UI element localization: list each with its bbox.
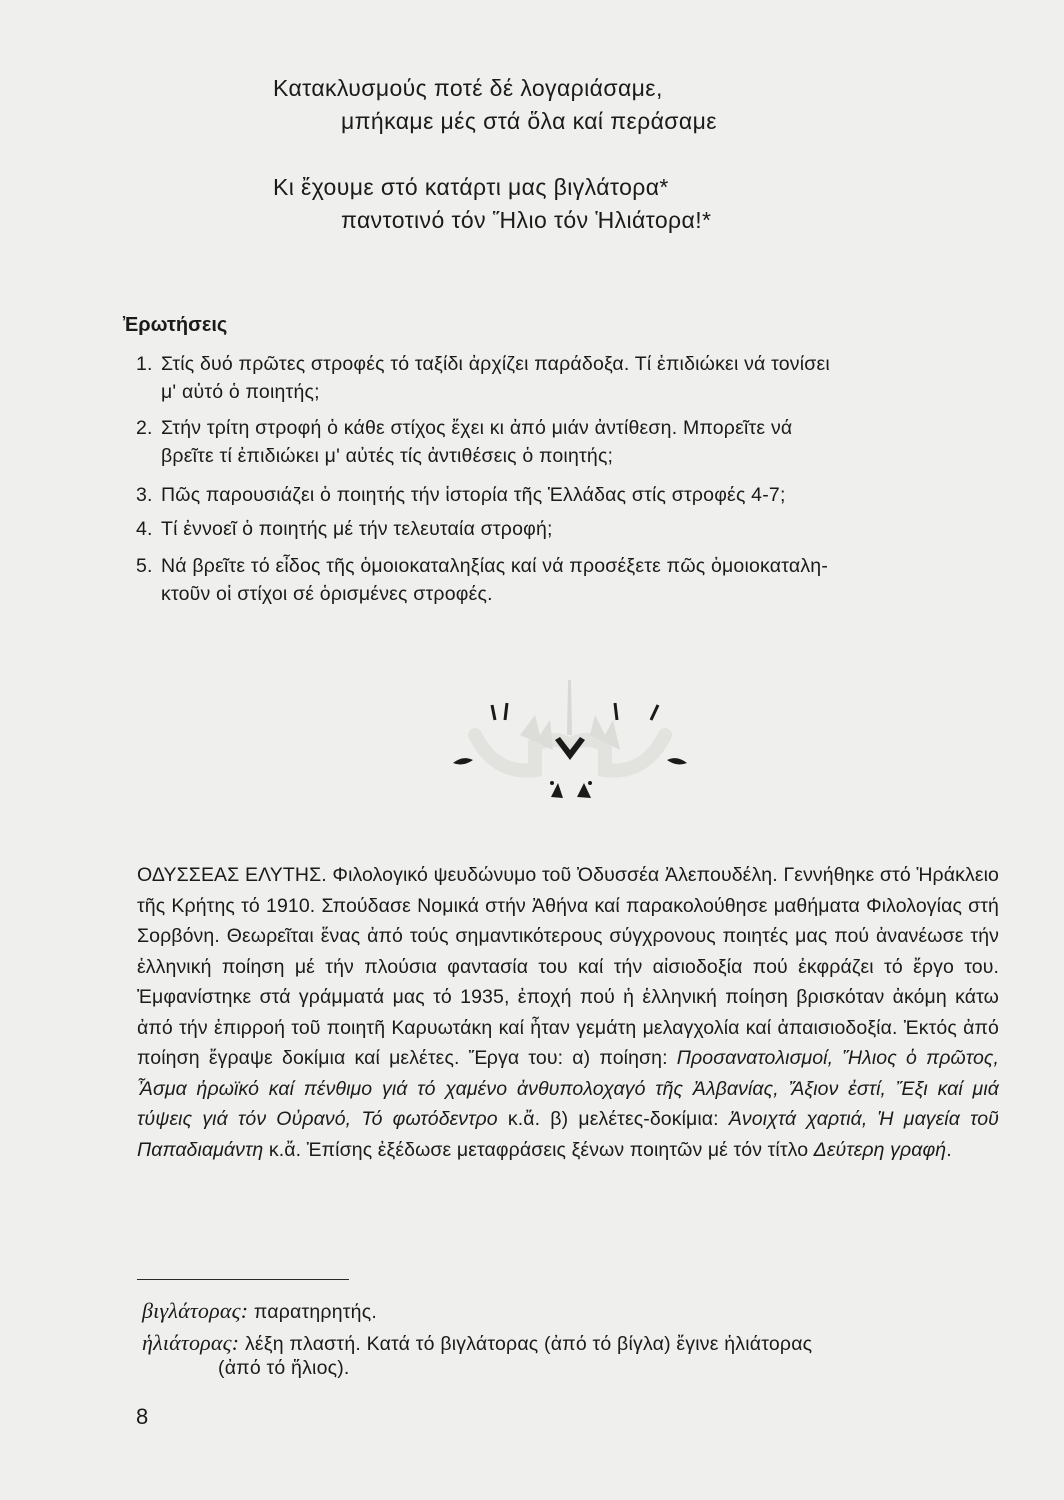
question-1: 1. Στίς δυό πρῶτες στροφές τό ταξίδι ἀρχίζει παράδοξα. Τί ἐπιδιώκει νά τονίσει μ' αὐτό ὁ ποιητής; <box>136 353 830 403</box>
question-2: 2. Στήν τρίτη στροφή ὁ κάθε στίχος ἔχει κι ἀπό μιάν ἀντίθεση. Μπορεῖτε νά βρεῖτε τί ἐπιδιώκει μ' αὐτές τίς ἀντιθέσεις ὁ ποιητής; <box>136 417 793 467</box>
question-3: 3. Πῶς παρουσιάζει ὁ ποιητής τήν ἱστορία τῆς Ἑλλάδας στίς στροφές 4-7; <box>136 484 786 506</box>
footnote-1: βιγλάτορας: παρατηρητής. <box>142 1298 377 1323</box>
poem-line-4: παντοτινό τόν Ἥλιο τόν Ἡλιάτορα!* <box>341 207 712 233</box>
question-5: 5. Νά βρεῖτε τό εἶδος τῆς ὁμοιοκαταληξίας καί νά προσέξετε πῶς ὁμοιοκαταλη- κτοῦν οἱ στίχοι σέ ὁρισμένες στροφές. <box>136 555 829 605</box>
bleed-through <box>150 85 160 132</box>
poem-line-1: Κατακλυσμούς ποτέ δέ λογαριάσαμε, <box>273 75 663 101</box>
questions-heading: Ἐρωτήσεις <box>123 314 228 336</box>
footnote-2-continuation: (ἀπό τό ἥλιος). <box>218 1357 350 1379</box>
footnote-divider <box>137 1279 349 1280</box>
poem-line-3: Κι ἔχουμε στό κατάρτι μας βιγλάτορα* <box>273 174 669 200</box>
page-number: 8 <box>136 1404 149 1429</box>
poem-line-2: μπήκαμε μές στά ὅλα καί περάσαμε <box>341 108 717 134</box>
decorative-ornament <box>445 675 695 810</box>
author-biography: ΟΔΥΣΣΕΑΣ ΕΛΥΤΗΣ. Φιλολογικό ψευδώνυμο τοῦ Ὀδυσσέα Ἀλεπουδέλη. Γεννήθηκε στό Ἡράκλειο τῆς Κρήτης τό 1910. Σπούδασε Νομικά στήν Ἀθήνα καί παρακολούθησε μαθήματα Φιλολογίας στή Σορβόνη. Θεωρεῖται ἕνας ἀπό τούς σημαντικότερους σύγχρονους ποιητές μας πού ἀνανέωσε τήν ἑλληνική ποίηση μέ τήν πλούσια φαντασία του καί τήν αἰσιοδοξία πού ἐκφράζει τό ἔργο του. Ἐμφανίστηκε στά γράμματά μας τό 1935, ἐποχή πού ἡ ἑλληνική ποίηση βρισκόταν ἀκόμη κάτω ἀπό τήν ἐπιρροή τοῦ ποιητῆ Καρυωτάκη καί ἦταν γεμάτη μελαγχολία καί ἀπαισιοδοξία. Ἐκτός ἀπό ποίηση ἔγραψε δοκίμια καί μελέτες. Ἔργα του: α) ποίηση: Προσανατολισμοί, Ἥλιος ὁ πρῶτος, Ἆσμα ἡρωϊκό καί πένθιμο γιά τό χαμένο ἀνθυπολοχαγό τῆς Ἀλβανίας, Ἄξιον ἐστί, Ἔξι καί μιά τύψεις γιά τόν Οὐρανό, Τό φωτόδεντρο κ.ἄ. β) μελέτες-δοκίμια: Ἀνοιχτά χαρτιά, Ἡ μαγεία τοῦ Παπαδιαμάντη κ.ἄ. Ἐπίσης ἐξέδωσε μεταφράσεις ξένων ποιητῶν μέ τόν τίτλο Δεύτερη γραφή. <box>137 864 999 1161</box>
footnote-2: ἡλιάτορας: λέξη πλαστή. Κατά τό βιγλάτορας (ἀπό τό βίγλα) ἔγινε ἡλιάτορας <box>142 1330 813 1355</box>
question-4: 4. Τί ἐννοεῖ ὁ ποιητής μέ τήν τελευταία στροφή; <box>136 518 553 540</box>
